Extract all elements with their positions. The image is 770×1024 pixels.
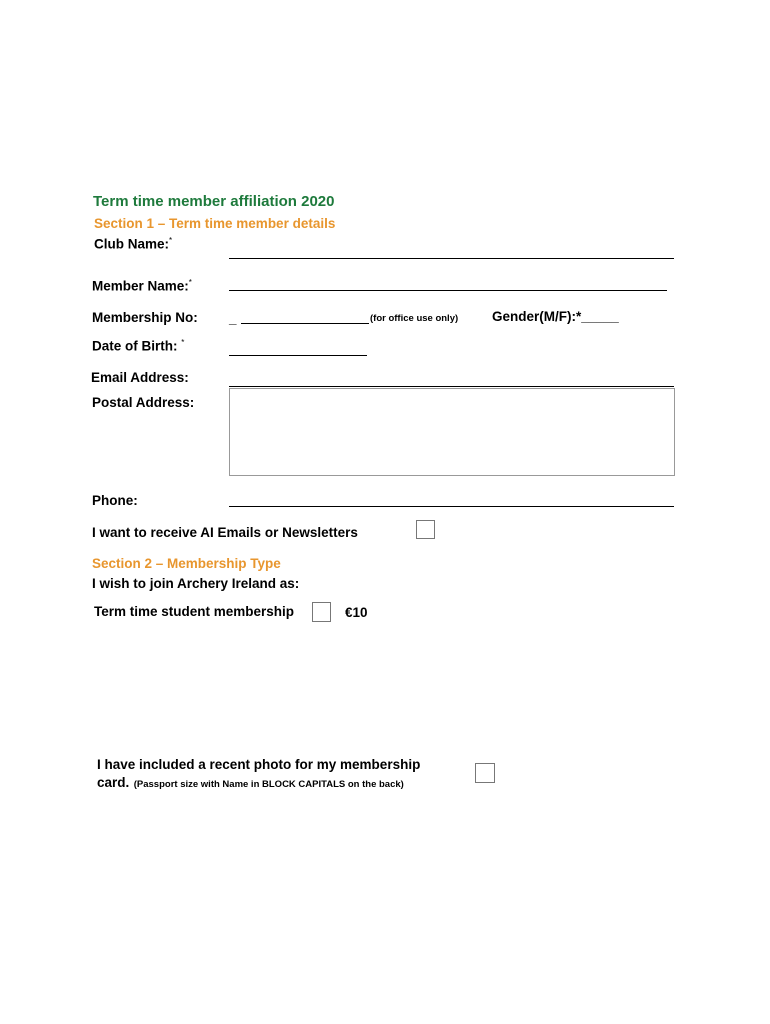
term-student-option-label: Term time student membership <box>94 604 295 619</box>
term-student-checkbox[interactable] <box>312 602 331 622</box>
photo-line-1: I have included a recent photo for my membership <box>97 757 421 772</box>
membership-no-label: Membership No: <box>92 310 198 325</box>
dob-label: Date of Birth: * <box>92 338 185 354</box>
postal-address-label: Postal Address: <box>92 395 195 410</box>
email-label: Email Address: <box>91 370 189 385</box>
join-label: I wish to join Archery Ireland as: <box>92 576 300 591</box>
dob-field[interactable] <box>229 355 367 356</box>
member-name-label: Member Name:* <box>92 278 192 294</box>
term-student-price: €10 <box>345 605 368 620</box>
membership-no-prefix: _ <box>229 311 237 326</box>
section-1-heading: Section 1 – Term time member details <box>94 216 336 231</box>
form-title: Term time member affiliation 2020 <box>93 193 335 210</box>
section-2-heading: Section 2 – Membership Type <box>92 556 281 571</box>
phone-field[interactable] <box>229 506 674 507</box>
club-name-label: Club Name:* <box>94 236 173 252</box>
newsletter-checkbox[interactable] <box>416 520 435 539</box>
member-name-field[interactable] <box>229 290 667 291</box>
photo-line-2: card. (Passport size with Name in BLOCK CAPITALS on the back) <box>97 775 404 790</box>
postal-address-field[interactable] <box>229 388 675 476</box>
membership-no-field[interactable] <box>241 323 369 324</box>
photo-note: (Passport size with Name in BLOCK CAPITALS on the back) <box>133 779 404 790</box>
newsletter-label: I want to receive AI Emails or Newsletters <box>92 525 358 540</box>
club-name-field[interactable] <box>229 258 674 259</box>
phone-label: Phone: <box>92 493 138 508</box>
gender-label: Gender(M/F):*_____ <box>492 309 619 324</box>
office-use-note: (for office use only) <box>370 313 459 324</box>
photo-checkbox[interactable] <box>475 763 495 783</box>
email-field[interactable] <box>229 386 674 387</box>
